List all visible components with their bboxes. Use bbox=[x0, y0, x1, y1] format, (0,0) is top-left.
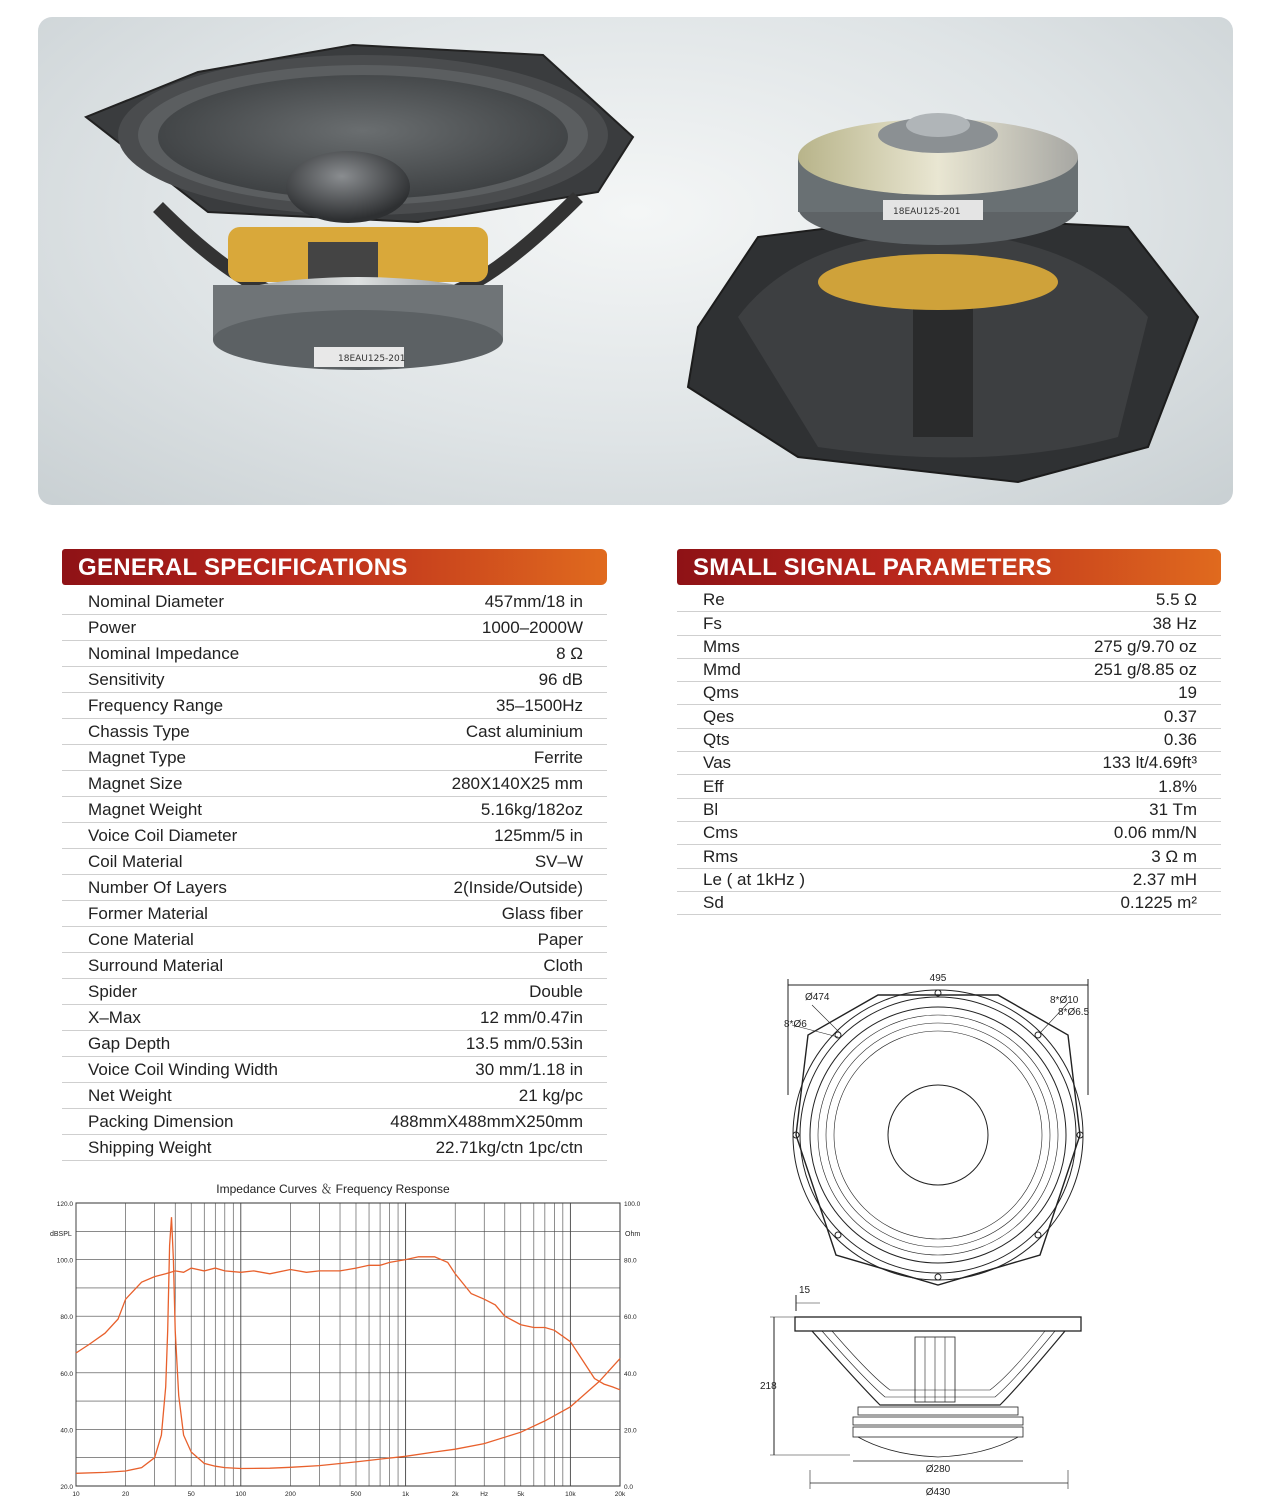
spec-row bbox=[677, 636, 1221, 659]
spec-value: 2.37 mH bbox=[1132, 869, 1197, 889]
chart-y2-tick-label: 100.0 bbox=[624, 1201, 641, 1208]
spec-value: 488mmX488mmX250mm bbox=[390, 1112, 583, 1131]
spec-label: Net Weight bbox=[88, 1086, 172, 1105]
spec-label: Former Material bbox=[88, 904, 208, 923]
small-signal-parameters-title: SMALL SIGNAL PARAMETERS bbox=[677, 549, 1221, 585]
spec-row bbox=[677, 612, 1221, 635]
spec-label: Mms bbox=[703, 636, 740, 656]
dim-430: Ø430 bbox=[925, 1487, 951, 1498]
spec-label: X–Max bbox=[88, 1008, 141, 1027]
model-label-back: 18EAU125-201 bbox=[893, 207, 961, 217]
spec-row bbox=[677, 892, 1221, 915]
drawing-top-view bbox=[788, 979, 1088, 1285]
spec-label: Frequency Range bbox=[88, 696, 224, 715]
spec-value: 22.71kg/ctn 1pc/ctn bbox=[435, 1138, 583, 1157]
spec-value: 21 kg/pc bbox=[518, 1086, 583, 1105]
spec-value: 96 dB bbox=[538, 670, 583, 689]
spec-row bbox=[62, 1109, 607, 1135]
spec-label: Sd bbox=[703, 893, 724, 913]
spec-row bbox=[677, 705, 1221, 728]
product-photo-panel bbox=[38, 17, 1233, 505]
spec-label: Re bbox=[703, 590, 725, 610]
spec-label: Le ( at 1kHz ) bbox=[703, 869, 806, 889]
chart-y-tick-label: 80.0 bbox=[60, 1314, 73, 1322]
spec-row bbox=[677, 799, 1221, 822]
spec-label: Power bbox=[88, 618, 137, 637]
spec-value: 125mm/5 in bbox=[494, 826, 583, 845]
spec-value: 13.5 mm/0.53in bbox=[465, 1034, 583, 1053]
chart-y2-tick-label: 20.0 bbox=[624, 1427, 637, 1435]
chart-x-tick-label: 20 bbox=[121, 1491, 130, 1498]
general-specifications-section bbox=[62, 549, 607, 1161]
spec-value: 251 g/8.85 oz bbox=[1093, 660, 1197, 680]
chart-x-tick-label: 500 bbox=[350, 1491, 362, 1498]
spec-row bbox=[62, 1083, 607, 1109]
spec-label: Magnet Size bbox=[88, 774, 183, 793]
spec-label: Qes bbox=[703, 706, 735, 726]
spec-row bbox=[62, 979, 607, 1005]
spec-row bbox=[62, 875, 607, 901]
spec-row bbox=[677, 729, 1221, 752]
spec-label: Qts bbox=[703, 730, 730, 750]
spec-row bbox=[62, 693, 607, 719]
spec-row bbox=[62, 667, 607, 693]
spec-label: Number Of Layers bbox=[88, 878, 227, 897]
spec-row bbox=[62, 1135, 607, 1161]
spec-value: 0.36 bbox=[1163, 730, 1197, 750]
frequency-response-line bbox=[76, 1257, 620, 1390]
chart-title: Impedance Curves ＆ Frequency Response bbox=[216, 1182, 450, 1196]
spec-value: 31 Tm bbox=[1149, 799, 1197, 819]
spec-label: Magnet Type bbox=[88, 748, 186, 767]
spec-value: SV–W bbox=[534, 852, 583, 871]
spec-value: 457mm/18 in bbox=[484, 592, 583, 611]
spec-label: Vas bbox=[703, 753, 732, 773]
spec-label: Coil Material bbox=[88, 852, 183, 871]
spec-value: 35–1500Hz bbox=[496, 696, 583, 715]
spec-row bbox=[677, 659, 1221, 682]
spec-value: 19 bbox=[1178, 683, 1197, 703]
chart-y-tick-label: 40.0 bbox=[60, 1427, 73, 1435]
technical-drawing bbox=[750, 965, 1170, 1500]
chart-x-tick-label: 50 bbox=[187, 1491, 195, 1498]
spec-label: Cms bbox=[703, 823, 738, 843]
spec-value: 133 lt/4.69ft³ bbox=[1102, 753, 1197, 773]
chart-y2-tick-label: 0.0 bbox=[624, 1484, 634, 1491]
small-signal-parameters-table bbox=[677, 589, 1221, 915]
chart-x-tick-label: 100 bbox=[235, 1491, 247, 1498]
dim-holes-6: 8*Ø6 bbox=[784, 1019, 807, 1030]
spec-row bbox=[677, 589, 1221, 612]
spec-value: 8 Ω bbox=[556, 644, 583, 663]
spec-label: Magnet Weight bbox=[88, 800, 203, 819]
spec-row bbox=[62, 1031, 607, 1057]
spec-row bbox=[62, 745, 607, 771]
impedance-frequency-chart bbox=[40, 1175, 650, 1500]
chart-x-tick-label: 10 bbox=[72, 1491, 80, 1498]
drawing-side-view bbox=[770, 1295, 1081, 1489]
spec-value: Ferrite bbox=[533, 748, 583, 767]
spec-label: Packing Dimension bbox=[88, 1112, 234, 1131]
spec-row bbox=[62, 719, 607, 745]
impedance-curve-line bbox=[76, 1217, 620, 1473]
general-specifications-title: GENERAL SPECIFICATIONS bbox=[62, 549, 607, 585]
spec-label: Surround Material bbox=[88, 956, 224, 975]
spec-value: Cloth bbox=[543, 956, 583, 975]
spec-value: Paper bbox=[537, 930, 583, 949]
spec-value: 3 Ω m bbox=[1151, 846, 1197, 866]
chart-y-tick-label: 20.0 bbox=[60, 1484, 73, 1491]
spec-label: Nominal Diameter bbox=[88, 592, 225, 611]
chart-x-tick-label: 5k bbox=[517, 1491, 525, 1498]
chart-tick-labels bbox=[57, 1201, 641, 1498]
chart-y-tick-label: 120.0 bbox=[56, 1201, 73, 1208]
dim-474: Ø474 bbox=[805, 992, 830, 1003]
spec-row bbox=[677, 845, 1221, 868]
spec-row bbox=[62, 1005, 607, 1031]
spec-row bbox=[62, 641, 607, 667]
spec-row bbox=[62, 771, 607, 797]
chart-y2-tick-label: 80.0 bbox=[624, 1257, 637, 1265]
chart-x-tick-label: 200 bbox=[284, 1491, 296, 1498]
spec-label: Gap Depth bbox=[88, 1034, 171, 1053]
spec-value: 5.5 Ω bbox=[1155, 590, 1197, 610]
spec-row bbox=[677, 869, 1221, 892]
spec-value: 0.37 bbox=[1163, 706, 1197, 726]
chart-y-tick-label: 60.0 bbox=[60, 1370, 73, 1378]
chart-y2-tick-label: 40.0 bbox=[624, 1370, 637, 1378]
spec-label: Qms bbox=[703, 683, 739, 703]
spec-row bbox=[62, 823, 607, 849]
spec-value: 1.8% bbox=[1158, 776, 1197, 796]
dim-outer-diameter: 495 bbox=[929, 973, 947, 984]
spec-row bbox=[62, 849, 607, 875]
chart-y2-tick-label: 60.0 bbox=[624, 1314, 637, 1322]
spec-label: Bl bbox=[703, 799, 719, 819]
spec-row bbox=[62, 797, 607, 823]
spec-row bbox=[62, 953, 607, 979]
spec-value: Glass fiber bbox=[501, 904, 583, 923]
spec-value: 30 mm/1.18 in bbox=[475, 1060, 583, 1079]
chart-y2-axis-label: Ohm bbox=[625, 1231, 641, 1238]
spec-row bbox=[62, 1057, 607, 1083]
dim-height: 218 bbox=[760, 1381, 777, 1392]
spec-value: Double bbox=[529, 982, 583, 1001]
spec-row bbox=[677, 822, 1221, 845]
spec-label: Nominal Impedance bbox=[88, 644, 240, 663]
chart-x-tick-label: Hz bbox=[480, 1491, 489, 1498]
dim-holes-6-5: 8*Ø6.5 bbox=[1058, 1007, 1090, 1018]
spec-value: 2(Inside/Outside) bbox=[453, 878, 583, 897]
spec-value: 5.16kg/182oz bbox=[480, 800, 583, 819]
spec-row bbox=[677, 682, 1221, 705]
chart-x-tick-label: 1k bbox=[402, 1491, 410, 1498]
spec-value: Cast aluminium bbox=[465, 722, 583, 741]
spec-value: 38 Hz bbox=[1152, 613, 1197, 633]
spec-value: 0.1225 m² bbox=[1120, 893, 1197, 913]
spec-label: Cone Material bbox=[88, 930, 194, 949]
spec-label: Spider bbox=[88, 982, 138, 1001]
spec-value: 280X140X25 mm bbox=[451, 774, 583, 793]
chart-series bbox=[76, 1217, 620, 1473]
spec-label: Voice Coil Winding Width bbox=[88, 1060, 278, 1079]
speaker-illustrations bbox=[38, 17, 1233, 505]
chart-grid bbox=[76, 1203, 620, 1486]
spec-row bbox=[62, 615, 607, 641]
spec-row bbox=[62, 927, 607, 953]
spec-row bbox=[677, 775, 1221, 798]
spec-value: 1000–2000W bbox=[481, 618, 583, 637]
general-specifications-table bbox=[62, 589, 607, 1161]
spec-label: Chassis Type bbox=[88, 722, 190, 741]
speaker-back-view bbox=[688, 113, 1198, 482]
dim-flange: 15 bbox=[799, 1285, 811, 1296]
spec-row bbox=[62, 589, 607, 615]
speaker-front-view bbox=[86, 45, 633, 370]
spec-value: 12 mm/0.47in bbox=[480, 1008, 583, 1027]
chart-x-tick-label: 10k bbox=[565, 1491, 576, 1498]
chart-y-tick-label: 100.0 bbox=[56, 1257, 73, 1265]
dim-holes-10: 8*Ø10 bbox=[1050, 995, 1079, 1006]
model-label-front: 18EAU125-201 bbox=[338, 354, 406, 364]
spec-value: 0.06 mm/N bbox=[1113, 823, 1197, 843]
spec-label: Sensitivity bbox=[88, 670, 165, 689]
spec-label: Mmd bbox=[703, 660, 741, 680]
chart-x-tick-label: 20k bbox=[614, 1491, 626, 1498]
spec-label: Voice Coil Diameter bbox=[88, 826, 238, 845]
chart-y-axis-label: dBSPL bbox=[50, 1231, 72, 1238]
spec-label: Shipping Weight bbox=[88, 1138, 212, 1157]
dim-magnet-diameter: Ø280 bbox=[925, 1464, 951, 1475]
spec-row bbox=[62, 901, 607, 927]
spec-row bbox=[677, 752, 1221, 775]
spec-value: 275 g/9.70 oz bbox=[1093, 636, 1197, 656]
chart-x-tick-label: 2k bbox=[451, 1491, 459, 1498]
small-signal-parameters-section bbox=[677, 549, 1221, 915]
spec-label: Eff bbox=[703, 776, 724, 796]
spec-label: Fs bbox=[703, 613, 722, 633]
spec-label: Rms bbox=[703, 846, 738, 866]
